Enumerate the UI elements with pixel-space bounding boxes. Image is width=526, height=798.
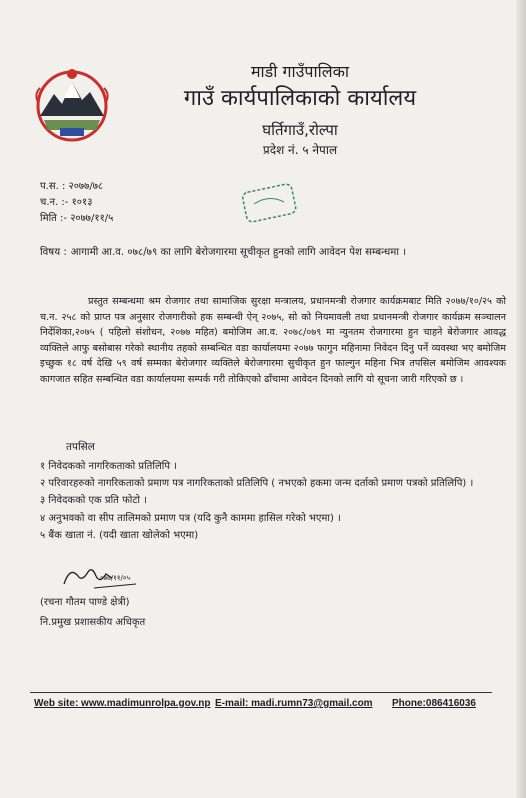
- signer-title: नि.प्रमुख प्रशासकीय अधिकृत: [40, 617, 146, 628]
- footer-phone-text: Phone:086416036: [392, 698, 476, 709]
- subject-line: [40, 244, 510, 258]
- body-paragraph: [40, 294, 506, 388]
- list-item: ५ बैंक खाता नं. (यदी खाता खोलेको भएमा): [40, 529, 199, 541]
- office-province: प्रदेश नं. ५ नेपाल: [262, 143, 338, 157]
- page-edge-shadow: [516, 0, 526, 798]
- svg-text:०७७/११/०५: ०७७/११/०५: [100, 574, 131, 582]
- office-name: माडी गाउँपालिका: [250, 62, 350, 81]
- list-item: ३ निवेदकको एक प्रति फोटो ।: [40, 495, 147, 507]
- office-address: घर्तिगाउँ,रोल्पा: [262, 121, 338, 139]
- reference-ps: प.स. : २०७७/७८: [40, 181, 104, 192]
- reference-cn: च.न. :- १०१३: [40, 197, 93, 208]
- list-heading: तपसिल: [66, 441, 95, 453]
- handwritten-signature: [60, 562, 140, 594]
- subject-label: विषय :: [40, 247, 67, 258]
- footer-phone: [392, 698, 476, 709]
- list-item: २ परिवारहरुको नागरिकताको प्रमाण पत्र नागरिकताको प्रतिलिपि ( नभएको हकमा जन्म दर्ताको प्रमाण पत्रको प्रतिलिपि) ।: [40, 478, 474, 490]
- office-title: गाउँ कार्यपालिकाको कार्यालय: [183, 86, 417, 111]
- reference-date: मिति :- २०७७/११/५: [40, 213, 114, 224]
- subject-text: आगामी आ.व. ०७८/७९ का लागि बेरोजगारमा सूचीकृत हुनको लागि आवेदन पेश सम्बन्धमा ।: [70, 247, 407, 258]
- footer-divider: [30, 692, 492, 693]
- signer-name: (रचना गौतम पाण्डे क्षेत्री): [40, 597, 130, 608]
- footer-email-text: E-mail: madi.rumn73@gmail.com: [215, 698, 373, 709]
- body-paragraph-text: प्रस्तुत सम्बन्धमा श्रम रोजगार तथा सामाजिक सुरक्षा मन्त्रालय, प्रधानमन्त्री रोजगार कार्यक्रमबाट मिति २०७७/१०/२५ को च.न. २५८ को प्राप्त पत्र अनुसार रोजगारीको हक सम्बन्धी ऐन् २०७५, सो को नियमावली तथा प्रधानमन्त्री रोजगार कार्यक्रम सञ्चालन निर्देशिका,२०७५ ( पहिलो संशोधन, २०७७ महित) बमोजिम आ.व. २०७८/०७९ मा न्युनतम रोजगारमा हुन चाहने बेरोजगार आवद्ध व्यक्तिले आफु बसोबास गरेको स्थानीय तहको सम्बन्धित वडा कार्यालयमा २०७७ फागुन महिनामा निवेदन दिनु पर्ने व्यवस्था भए बमोजिम इच्छुक १८ वर्ष देखि ५९ वर्ष सम्मका बेरोजगार व्यक्तिले बेरोजगारमा सुचीकृत हुन फाल्गुन महिना भित्र तपसिल बमोजिम आवश्यक कागजात सहित सम्बन्धित वडा कार्यालयमा सम्पर्क गरी तोकिएको ढाँचामा आवेदन दिनको लागि यो सूचना जारी गरिएको छ ।: [40, 296, 506, 385]
- nepal-emblem-icon: [34, 64, 110, 144]
- footer-website: [34, 698, 211, 709]
- document-list: [40, 458, 510, 544]
- list-item: १ निवेदकको नागरिकताको प्रतिलिपि ।: [40, 461, 177, 472]
- office-stamp-icon: [240, 180, 298, 224]
- footer-website-text: Web site: www.madimunrolpa.gov.np: [34, 698, 211, 709]
- footer-email: [215, 698, 373, 709]
- list-item: ४ अनुभवको वा सीप तालिमको प्रमाण पत्र (यदि कुनै काममा हासिल गरेको भएमा) ।: [40, 512, 341, 524]
